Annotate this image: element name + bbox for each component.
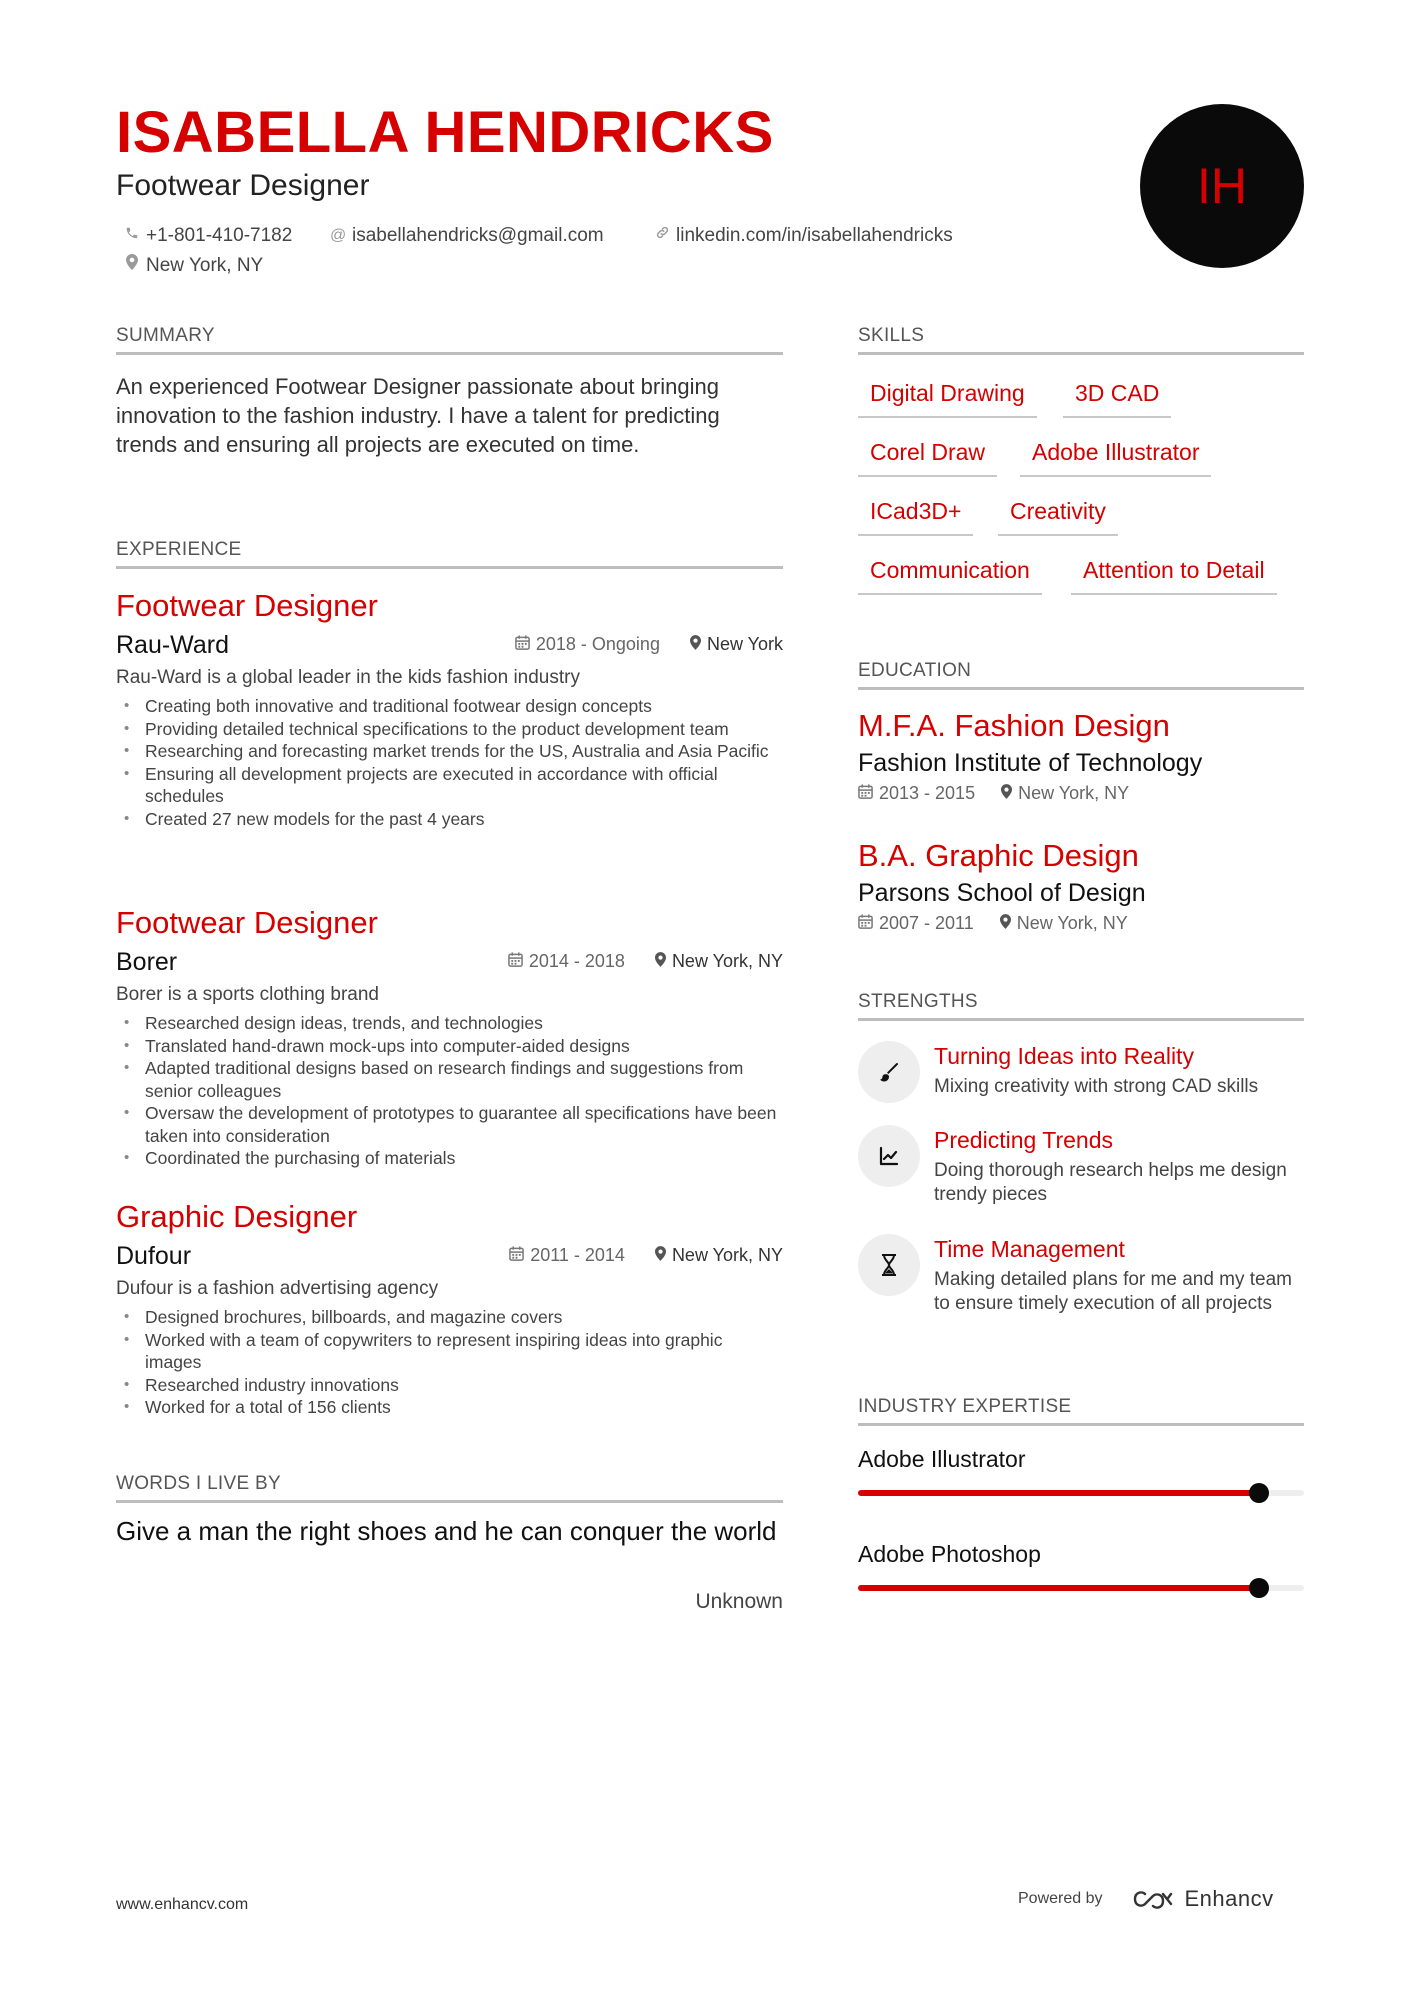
strength-description: Doing thorough research helps me design trendy pieces: [934, 1160, 1287, 1205]
experience-entry: [116, 587, 783, 830]
candidate-name: ISABELLA HENDRICKS: [116, 100, 774, 165]
job-bullets: [116, 695, 783, 830]
job-company: Borer: [116, 948, 178, 976]
email-text: isabellahendricks@gmail.com: [352, 225, 604, 246]
at-icon: @: [330, 227, 347, 244]
strength-description: Mixing creativity with strong CAD skills: [934, 1076, 1259, 1097]
list-item: • Creating both innovative and traditional footwear design concepts: [116, 695, 783, 718]
job-title: Footwear Designer: [116, 588, 378, 623]
job-location: New York, NY: [671, 951, 783, 971]
list-item: • Researched industry innovations: [116, 1374, 783, 1397]
powered-by-text: Powered by: [1018, 1890, 1103, 1907]
job-description: Dufour is a fashion advertising agency: [116, 1278, 439, 1299]
job-bullets: [116, 1012, 783, 1170]
experience-entry: [116, 1198, 783, 1419]
candidate-role: Footwear Designer: [116, 169, 370, 202]
expertise-bar-knob: [1249, 1483, 1269, 1503]
job-meta: [508, 951, 783, 972]
section-heading-experience: EXPERIENCE: [116, 538, 783, 569]
expertise-bar-fill: [858, 1585, 1259, 1591]
job-dates: 2011 - 2014: [530, 1245, 625, 1265]
calendar-icon: [508, 952, 523, 972]
quote-text: Give a man the right shoes and he can conquer the world: [116, 1516, 777, 1546]
skill-tag: Digital Drawing: [858, 378, 1037, 418]
job-meta: [515, 634, 783, 655]
school-name: Parsons School of Design: [858, 879, 1146, 907]
section-heading-words: WORDS I LIVE BY: [116, 1472, 783, 1503]
location-pin-icon: [690, 635, 701, 655]
education-dates: 2007 - 2011: [879, 913, 974, 933]
footer-branding: [1018, 1886, 1274, 1912]
strength-title: Turning Ideas into Reality: [934, 1043, 1194, 1069]
job-description: Rau-Ward is a global leader in the kids fashion industry: [116, 667, 580, 688]
education-dates: 2013 - 2015: [879, 783, 976, 803]
expertise-bar: [858, 1490, 1304, 1496]
quote-author: Unknown: [695, 1590, 783, 1613]
expertise-bar: [858, 1585, 1304, 1591]
contact-phone[interactable]: [124, 224, 292, 248]
phone-icon: [124, 224, 140, 248]
list-item: • Researched design ideas, trends, and technologies: [116, 1012, 783, 1035]
strength-title: Time Management: [934, 1236, 1125, 1262]
section-heading-industry: INDUSTRY EXPERTISE: [858, 1395, 1304, 1426]
education-entry: [858, 707, 1304, 804]
location-pin-icon: [1000, 914, 1011, 934]
strength-description: Making detailed plans for me and my team to ensure timely execution of all projects: [934, 1269, 1293, 1314]
location-pin-icon: [124, 254, 140, 278]
job-dates: 2018 - Ongoing: [535, 634, 660, 654]
skill-tag: Creativity: [998, 496, 1118, 536]
list-item: • Worked for a total of 156 clients: [116, 1396, 783, 1419]
phone-text: +1-801-410-7182: [146, 225, 293, 246]
list-item: • Researching and forecasting market trends for the US, Australia and Asia Pacific: [116, 740, 783, 763]
brush-icon: [858, 1041, 920, 1103]
location-pin-icon: [655, 952, 666, 972]
job-company: Rau-Ward: [116, 631, 229, 659]
strength-title: Predicting Trends: [934, 1127, 1113, 1153]
skill-tag: 3D CAD: [1063, 378, 1171, 418]
job-description: Borer is a sports clothing brand: [116, 984, 379, 1005]
expertise-item: [858, 1539, 1304, 1569]
section-heading-education: EDUCATION: [858, 659, 1304, 690]
expertise-bar-fill: [858, 1490, 1259, 1496]
calendar-icon: [858, 784, 873, 804]
degree-title: B.A. Graphic Design: [858, 838, 1139, 873]
list-item: • Translated hand-drawn mock-ups into computer-aided designs: [116, 1035, 783, 1058]
section-heading-skills: SKILLS: [858, 324, 1304, 355]
contact-email[interactable]: [330, 224, 604, 248]
section-heading-summary: SUMMARY: [116, 324, 783, 355]
footer-website[interactable]: www.enhancv.com: [116, 1896, 249, 1913]
calendar-icon: [858, 914, 873, 934]
experience-entry: [116, 904, 783, 1170]
contact-location: [124, 254, 263, 278]
calendar-icon: [509, 1246, 524, 1266]
location-pin-icon: [655, 1246, 666, 1266]
brand-name: Enhancv: [1184, 1886, 1274, 1911]
list-item: • Ensuring all development projects are executed in accordance with official schedules: [116, 763, 783, 808]
education-entry: [858, 837, 1304, 934]
avatar-initials: IH: [1197, 158, 1247, 214]
expertise-bar-knob: [1249, 1578, 1269, 1598]
list-item: • Coordinated the purchasing of materials: [116, 1147, 783, 1170]
location-text: New York, NY: [146, 255, 264, 276]
list-item: • Oversaw the development of prototypes to guarantee all specifications have been taken into consideration: [116, 1102, 783, 1147]
job-title: Footwear Designer: [116, 905, 378, 940]
list-item: • Worked with a team of copywriters to represent inspiring ideas into graphic images: [116, 1329, 783, 1374]
calendar-icon: [515, 635, 530, 655]
list-item: • Designed brochures, billboards, and magazine covers: [116, 1306, 783, 1329]
avatar: [1140, 104, 1304, 268]
expertise-name: Adobe Photoshop: [858, 1541, 1041, 1567]
job-location: New York, NY: [671, 1245, 783, 1265]
education-meta: [858, 913, 1304, 934]
linkedin-text: linkedin.com/in/isabellahendricks: [676, 225, 953, 246]
job-title: Graphic Designer: [116, 1199, 358, 1234]
summary-text: An experienced Footwear Designer passionate about bringing innovation to the fashion industry. I have a talent for predicting trends and ensuring all projects are executed on time.: [116, 374, 720, 457]
list-item: • Providing detailed technical specifications to the product development team: [116, 718, 783, 741]
job-dates: 2014 - 2018: [528, 951, 625, 971]
section-heading-strengths: STRENGTHS: [858, 990, 1304, 1021]
job-bullets: [116, 1306, 783, 1419]
education-location: New York, NY: [1016, 913, 1128, 933]
education-location: New York, NY: [1018, 783, 1130, 803]
skill-tag: ICad3D+: [858, 496, 973, 536]
contact-linkedin[interactable]: [654, 224, 953, 248]
job-company: Dufour: [116, 1242, 192, 1270]
job-meta: [509, 1245, 783, 1266]
expertise-item: [858, 1444, 1304, 1474]
degree-title: M.F.A. Fashion Design: [858, 708, 1170, 743]
skill-tag: Corel Draw: [858, 437, 997, 477]
link-icon: [654, 224, 670, 248]
list-item: • Adapted traditional designs based on research findings and suggestions from senior colleagues: [116, 1057, 783, 1102]
education-meta: [858, 783, 1304, 804]
hourglass-icon: [858, 1234, 920, 1296]
school-name: Fashion Institute of Technology: [858, 749, 1203, 777]
skill-tag: Communication: [858, 555, 1042, 595]
location-pin-icon: [1001, 784, 1012, 804]
list-item: • Created 27 new models for the past 4 years: [116, 808, 783, 831]
skill-tag: Adobe Illustrator: [1020, 437, 1211, 477]
expertise-name: Adobe Illustrator: [858, 1446, 1026, 1472]
trend-chart-icon: [858, 1125, 920, 1187]
enhancv-logo-icon: [1131, 1887, 1177, 1911]
job-location: New York: [706, 634, 783, 654]
skill-tag: Attention to Detail: [1071, 555, 1277, 595]
